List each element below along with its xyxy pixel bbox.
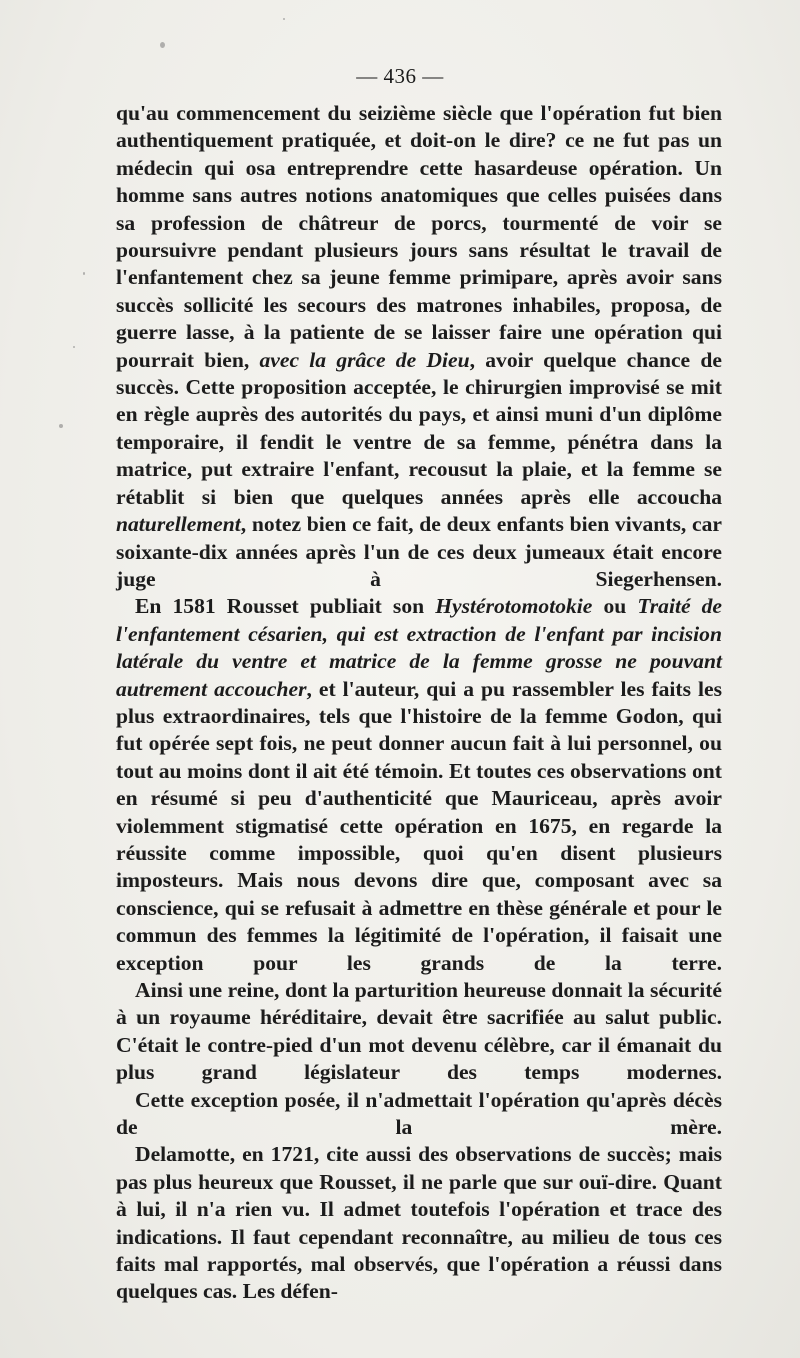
speck-dot [73,346,75,348]
paragraph-3 [116,977,722,1087]
paragraph-1-text-after-italic: , avoir quelque chance de succès. Cette proposition acceptée, le chirurgien improvisé se mit en règle auprès des autorités du pays, et ainsi muni d'un diplôme temporaire, il fendit le ventre de sa femme, pénétra dans la matrice, put extraire l'enfant, recousut la plaie, et la femme se rétablit si bien que quelques années après elle accoucha [116,347,722,509]
paragraph-2-text-mid: ou [603,594,627,619]
paragraph-1-italic: avec la grâce de Dieu [259,347,470,372]
paragraph-1-text: qu'au commencement du seizième siècle que l'opération fut bien authentiquement pratiquée, et doit-on le dire? ce ne fut pas un médecin qui osa entreprendre cette hasardeuse opération. Un homme sans autres notions anatomiques que celles puisées dans sa profession de châtreur de porcs, tourmenté de voir se poursuivre pendant plusieurs jours sans résultat le travail de l'enfantement chez sa jeune femme primipare, après avoir sans succès sollicité les secours des matrones inhabiles, proposa, de guerre lasse, à la patiente de se laisser faire une opération qui pourrait bien, [116,101,722,372]
page-number: — 436 — [356,64,444,88]
paragraph-2-italic-subtitle: Traité de l'enfantement césarien, qui est extraction de l'enfant par incision latérale du ventre et matrice de la femme grosse ne pouvant autrement accoucher [116,594,723,701]
speck-dot [59,424,63,428]
paragraph-1 [116,100,722,593]
paragraph-5-text: Delamotte, en 1721, cite aussi des observations de succès; mais pas plus heureux que Rousset, il ne parle que sur ouï-dire. Quant à lui, il n'a rien vu. Il admet toutefois l'opération et trace des indications. Il faut cependant reconnaître, au milieu de tous ces faits mal rapportés, mal observés, que l'opération a réussi dans quelques cas. Les défen- [116,1142,722,1304]
paragraph-5 [116,1141,722,1305]
paragraph-1-italic-2: naturellement [116,512,241,537]
paragraph-2 [116,593,722,977]
paragraph-2-text-start: En 1581 Rousset publiait son [135,594,425,619]
paragraph-3-text: Ainsi une reine, dont la parturition heureuse donnait la sécurité à un royaume héréditaire, devait être sacrifiée au salut public. C'était le contre-pied d'un mot devenu célèbre, car il émanait du plus grand législateur des temps modernes. [116,978,722,1085]
speck-dot [83,272,85,275]
paragraph-4-text: Cette exception posée, il n'admettait l'opération qu'après décès de la mère. [116,1087,722,1140]
body-text [116,100,722,1306]
speck-dot [283,18,285,20]
paragraph-1-text-end: , notez bien ce fait, de deux enfants bien vivants, car soixante-dix années après l'un de ces deux jumeaux était encore juge à Siegerhensen. [116,512,722,591]
paragraph-2-text-end: , et l'auteur, qui a pu rassembler les faits les plus extraordinaires, tels que l'histoire de la femme Godon, qui fut opérée sept fois, ne peut donner aucun fait à lui personnel, ou tout au moins dont il ait été témoin. Et toutes ces observations ont en résumé si peu d'authenticité que Mauriceau, après avoir violemment stigmatisé cette opération en 1675, en regarde la réussite comme impossible, quoi qu'en disent plusieurs imposteurs. Mais nous devons dire que, composant avec sa conscience, qui se refusait à admettre en thèse générale et pour le commun des femmes la légitimité de l'opération, il faisait une exception pour les grands de la terre. [116,676,722,975]
speck-dot [160,42,165,48]
paragraph-2-italic-title: Hystérotomotokie [435,594,593,619]
paragraph-4 [116,1087,722,1142]
